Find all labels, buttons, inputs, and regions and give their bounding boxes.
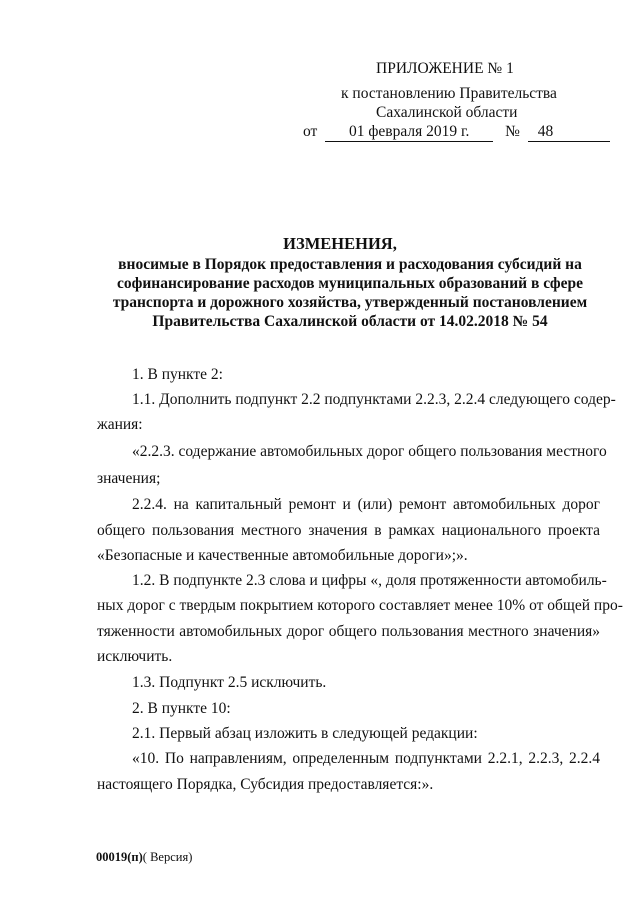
body-line: жания: xyxy=(97,416,143,433)
document-heading: ИЗМЕНЕНИЯ, xyxy=(283,234,397,253)
code-number: 00019(п) xyxy=(96,850,143,864)
title-line: Правительства Сахалинской области от 14.02.2018 № 54 xyxy=(152,313,548,330)
resolution-date: 01 февраля 2019 г. xyxy=(325,123,493,142)
body-line: ных дорог с твердым покрытием которого составляет менее 10% от общей про- xyxy=(97,597,623,614)
appendix-title: ПРИЛОЖЕНИЕ № 1 xyxy=(376,60,514,77)
body-line: 1.2. В подпункте 2.3 слова и цифры «, доля протяженности автомобиль- xyxy=(132,572,607,589)
from-label: от xyxy=(303,123,318,140)
version-label: ( Версия) xyxy=(142,850,193,864)
body-line: общего пользования местного значения в рамках национального проекта xyxy=(97,522,600,539)
body-line: значения; xyxy=(97,470,161,487)
number-label: № xyxy=(505,123,520,140)
resolution-reference: к постановлению Правительства xyxy=(341,85,557,102)
title-line: вносимые в Порядок предоставления и расходования субсидий на xyxy=(118,256,582,273)
body-line: исключить. xyxy=(97,648,173,665)
body-line: 1.3. Подпункт 2.5 исключить. xyxy=(132,674,327,691)
document-code xyxy=(96,850,192,865)
body-line: 2.1. Первый абзац изложить в следующей редакции: xyxy=(132,725,478,742)
body-line: «2.2.3. содержание автомобильных дорог общего пользования местного xyxy=(132,443,607,460)
body-line: 2.2.4. на капитальный ремонт и (или) ремонт автомобильных дорог xyxy=(132,496,600,513)
region-name: Сахалинской области xyxy=(376,104,518,121)
resolution-date-line xyxy=(303,123,610,142)
body-line: тяженности автомобильных дорог общего пользования местного значения» xyxy=(97,623,600,640)
body-line: 1. В пункте 2: xyxy=(132,366,223,383)
title-line: софинансирование расходов муниципальных образований в сфере xyxy=(117,275,583,292)
resolution-number: 48 xyxy=(528,123,610,142)
body-line: настоящего Порядка, Субсидия предоставляется:». xyxy=(97,776,434,793)
body-line: «10. По направлениям, определенным подпунктами 2.2.1, 2.2.3, 2.2.4 xyxy=(132,750,600,767)
title-line: транспорта и дорожного хозяйства, утвержденный постановлением xyxy=(112,294,588,311)
body-line: 1.1. Дополнить подпункт 2.2 подпунктами 2.2.3, 2.2.4 следующего содер- xyxy=(132,391,616,408)
body-line: «Безопасные и качественные автомобильные дороги»;». xyxy=(97,547,468,564)
body-line: 2. В пункте 10: xyxy=(132,700,231,717)
